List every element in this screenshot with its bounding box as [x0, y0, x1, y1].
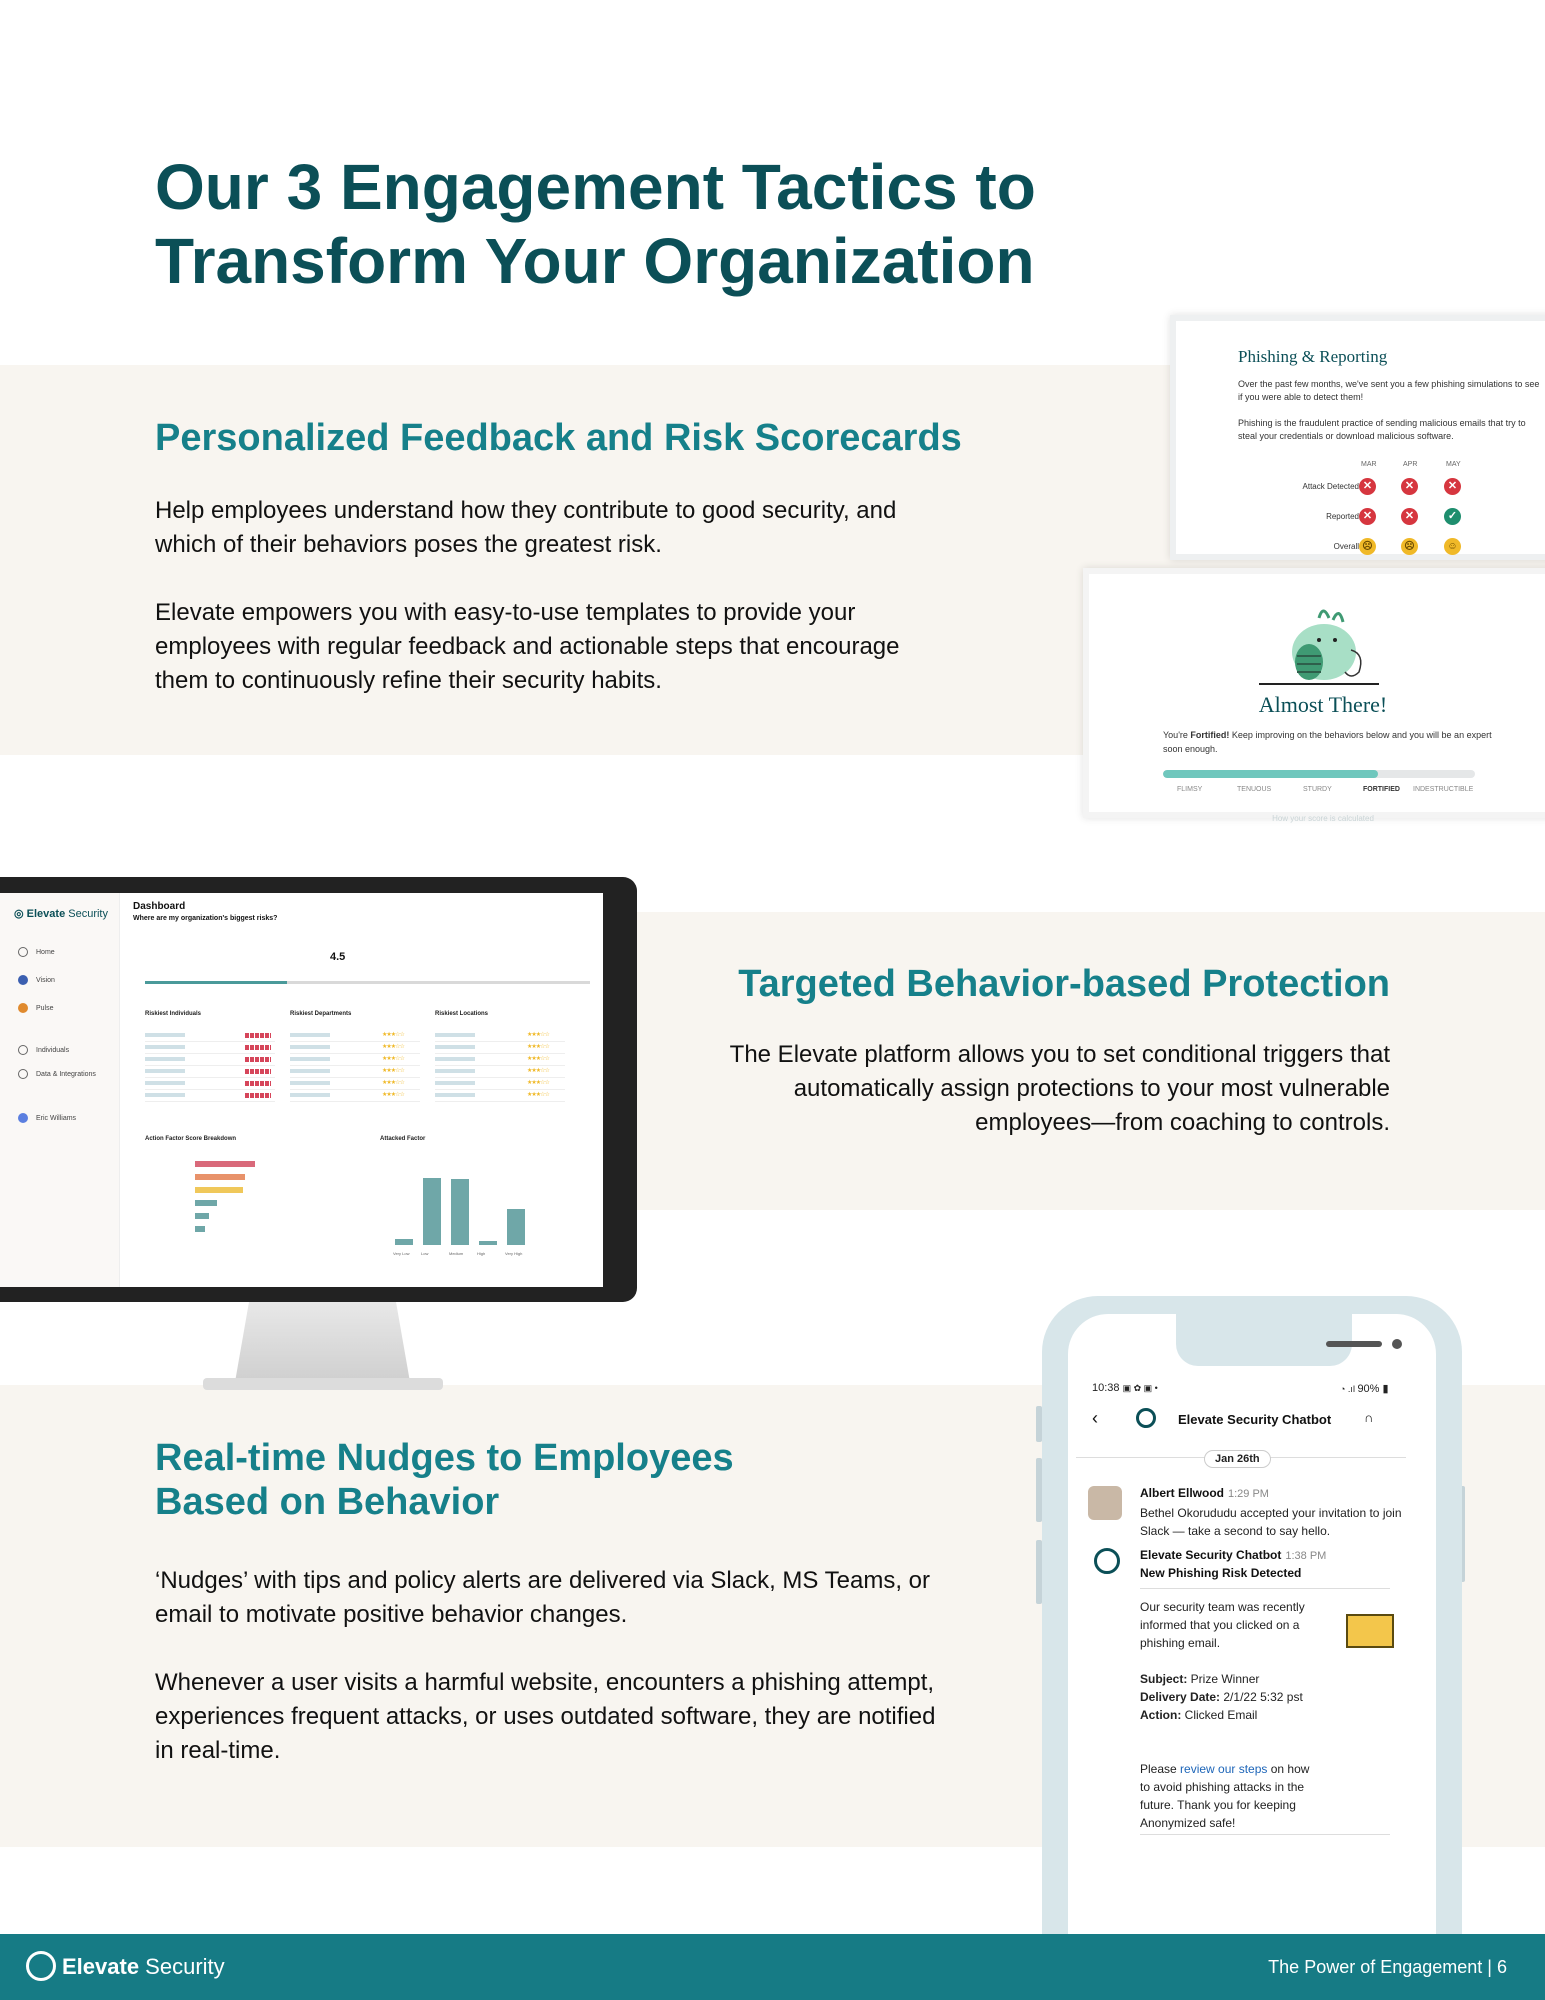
risk-score: 4.5 — [330, 951, 346, 963]
message-2-body: Our security team was recently informed that you clicked on a phishing email. — [1140, 1600, 1305, 1650]
message-2-subject: New Phishing Risk Detected — [1140, 1566, 1302, 1580]
star-rating: ★★★☆☆ — [382, 1080, 404, 1086]
attacked-factor-tick-label: Medium — [449, 1251, 464, 1256]
score-progress-fill — [1163, 770, 1378, 778]
attacked-factor-bar — [451, 1179, 469, 1245]
headphones-icon[interactable]: ∩ — [1364, 1410, 1374, 1425]
action-bar — [195, 1174, 245, 1180]
table-cell-placeholder — [435, 1045, 475, 1049]
phishing-card-title: Phishing & Reporting — [1238, 347, 1388, 366]
star-rating: ★★★☆☆ — [527, 1092, 549, 1098]
riskiest-departments-heading: Riskiest Departments — [290, 1011, 352, 1017]
table-row — [290, 1101, 420, 1102]
table-row — [290, 1089, 420, 1090]
star-rating: ★★★☆☆ — [382, 1056, 404, 1062]
page-title: Our 3 Engagement Tactics to Transform Your Organization — [155, 151, 1036, 297]
action-bar — [195, 1161, 255, 1167]
table-cell-placeholder — [435, 1057, 475, 1061]
level-indestructible: INDESTRUCTIBLE — [1413, 786, 1474, 793]
table-row — [435, 1065, 565, 1066]
attacked-factor-tick-label: Very High — [505, 1251, 523, 1256]
table-row — [435, 1041, 565, 1042]
nav-individuals[interactable]: Individuals — [18, 1045, 69, 1055]
riskiest-locations-heading: Riskiest Locations — [435, 1011, 489, 1017]
row-label-reported: Reported — [1326, 512, 1359, 521]
fail-icon: ✕ — [1359, 478, 1376, 495]
status-battery: ◔ .ıl 90% ▮ — [1340, 1383, 1389, 1395]
star-rating: ★★★☆☆ — [527, 1032, 549, 1038]
section-3-paragraph-2: Whenever a user visits a harmful website, encounters a phishing attempt, experiences frequent attacks, or uses outdated software, they are notified in real-time. — [155, 1669, 936, 1764]
table-cell-placeholder — [145, 1093, 185, 1097]
message-2-details: Subject: Prize Winner Delivery Date: 2/1/22 5:32 pst Action: Clicked Email — [1140, 1672, 1303, 1722]
sad-face-icon: ☹ — [1359, 538, 1376, 555]
table-cell-placeholder — [145, 1057, 185, 1061]
level-fortified: FORTIFIED — [1363, 786, 1400, 793]
month-may: MAY — [1446, 461, 1461, 468]
message-1-text: Bethel Okorududu accepted your invitation to join Slack — take a second to say hello. — [1140, 1506, 1402, 1538]
table-cell-placeholder — [290, 1093, 330, 1097]
dashboard-title: Dashboard — [133, 901, 186, 912]
score-calculation-link[interactable]: How your score is calculated — [1272, 814, 1374, 823]
chatbot-logo-icon — [1136, 1408, 1156, 1428]
table-cell-placeholder — [290, 1069, 330, 1073]
nav-data-integrations[interactable]: Data & Integrations — [18, 1069, 96, 1079]
table-row — [145, 1077, 275, 1078]
table-cell-placeholder — [435, 1069, 475, 1073]
star-rating: ★★★☆☆ — [382, 1092, 404, 1098]
sad-face-icon: ☹ — [1401, 538, 1418, 555]
table-cell-placeholder — [145, 1045, 185, 1049]
nav-vision[interactable]: Vision — [18, 975, 55, 985]
section-2-paragraph-1: The Elevate platform allows you to set conditional triggers that automatically assign protections to your most vulnerable employees—from coaching to controls. — [729, 1041, 1390, 1136]
person-icon — [18, 1045, 28, 1055]
section-2-heading: Targeted Behavior-based Protection — [738, 963, 1390, 1005]
section-3-heading: Real-time Nudges to Employees Based on Behavior — [155, 1437, 734, 1523]
star-rating: ★★★☆☆ — [527, 1056, 549, 1062]
dashboard-brand: ◎ Elevate Security — [14, 908, 108, 920]
table-cell-placeholder — [290, 1033, 330, 1037]
row-label-overall: Overall — [1333, 542, 1359, 551]
risk-score-bar — [145, 981, 590, 984]
fail-icon: ✕ — [1444, 478, 1461, 495]
star-rating: ★★★☆☆ — [527, 1044, 549, 1050]
vision-icon — [18, 975, 28, 985]
attacked-factor-bar — [395, 1239, 413, 1245]
fail-icon: ✕ — [1359, 508, 1376, 525]
mascot-illustration — [1249, 600, 1389, 690]
footer-brand: Elevate Security — [62, 1954, 225, 1979]
dashboard-sidebar — [0, 893, 120, 1287]
table-cell-placeholder — [145, 1069, 185, 1073]
message-2-author: Elevate Security Chatbot 1:38 PM — [1140, 1548, 1327, 1562]
envelope-icon — [1346, 1614, 1394, 1648]
action-bar — [195, 1200, 217, 1206]
divider — [1140, 1834, 1390, 1835]
chat-title: Elevate Security Chatbot — [1178, 1412, 1332, 1427]
fail-icon: ✕ — [1401, 478, 1418, 495]
table-cell-placeholder — [290, 1057, 330, 1061]
riskiest-individuals-heading: Riskiest Individuals — [145, 1011, 202, 1017]
almost-there-title: Almost There! — [1258, 692, 1388, 717]
table-row — [435, 1089, 565, 1090]
monitor-frame — [0, 877, 637, 1302]
elevate-logo-icon — [26, 1951, 56, 1981]
attacked-factor-bar — [507, 1209, 525, 1245]
table-row — [290, 1065, 420, 1066]
check-icon: ✓ — [1444, 508, 1461, 525]
table-cell-placeholder — [145, 1033, 185, 1037]
phishing-report-card — [1170, 315, 1545, 560]
star-rating: ★★★☆☆ — [382, 1044, 404, 1050]
nav-user[interactable]: Eric Williams — [18, 1113, 76, 1123]
attacked-factor-bar — [423, 1178, 441, 1246]
chatbot-avatar-icon — [1094, 1548, 1120, 1574]
level-sturdy: STURDY — [1303, 786, 1332, 793]
status-time: 10:38 ▣ ✿ ▣ • — [1092, 1382, 1158, 1394]
section-1-paragraph-2: Elevate empowers you with easy-to-use templates to provide your employees with regular feedback and actionable steps that encourage them to continuously refine their security habits. — [155, 599, 900, 694]
monitor-base — [203, 1378, 443, 1390]
back-icon[interactable]: ‹ — [1092, 1408, 1098, 1428]
avatar — [18, 1113, 28, 1123]
star-rating: ★★★☆☆ — [382, 1032, 404, 1038]
score-progress-bar — [1163, 770, 1475, 778]
attacked-factor-tick-label: Very Low — [393, 1251, 410, 1256]
table-cell-placeholder — [435, 1081, 475, 1085]
action-factor-heading: Action Factor Score Breakdown — [145, 1136, 237, 1142]
dashboard-subtitle: Where are my organization's biggest risks? — [133, 915, 278, 922]
table-row — [290, 1053, 420, 1054]
action-bar — [195, 1213, 209, 1219]
table-row — [145, 1041, 275, 1042]
phone-frame — [1042, 1296, 1462, 2000]
page-footer-label: The Power of Engagement | 6 — [1268, 1957, 1507, 1977]
attacked-factor-bar — [479, 1241, 497, 1246]
date-divider: Jan 26th — [1204, 1450, 1271, 1468]
star-rating: ★★★☆☆ — [527, 1068, 549, 1074]
phishing-card-text-2: Phishing is the fraudulent practice of sending malicious emails that try to steal your credentials or download malicious software. — [1238, 418, 1526, 441]
section-1-heading: Personalized Feedback and Risk Scorecards — [155, 417, 962, 459]
risk-bars — [245, 1033, 271, 1038]
phone-notch — [1176, 1314, 1352, 1366]
star-rating: ★★★☆☆ — [527, 1080, 549, 1086]
table-cell-placeholder — [290, 1081, 330, 1085]
risk-score-fill — [145, 981, 287, 984]
attacked-factor-tick-label: Low — [421, 1251, 429, 1256]
attacked-factor-tick-label: High — [477, 1251, 486, 1256]
table-row — [145, 1065, 275, 1066]
table-cell-placeholder — [145, 1081, 185, 1085]
table-cell-placeholder — [290, 1045, 330, 1049]
monitor-stand — [235, 1302, 410, 1382]
nav-home[interactable]: Home — [18, 947, 55, 957]
almost-there-card — [1083, 568, 1545, 823]
layers-icon — [18, 1069, 28, 1079]
table-row — [435, 1053, 565, 1054]
risk-bars — [245, 1093, 271, 1098]
nav-pulse[interactable]: Pulse — [18, 1003, 54, 1013]
home-icon — [18, 947, 28, 957]
divider — [1140, 1588, 1390, 1589]
pulse-icon — [18, 1003, 28, 1013]
message-1-author: Albert Ellwood 1:29 PM — [1140, 1486, 1269, 1500]
table-row — [145, 1101, 275, 1102]
phishing-card-text-1: Over the past few months, we've sent you a few phishing simulations to see if you were able to detect them! — [1238, 379, 1540, 402]
table-cell-placeholder — [435, 1033, 475, 1037]
table-row — [290, 1041, 420, 1042]
month-mar: MAR — [1361, 461, 1377, 468]
slack-screen — [1068, 1314, 1436, 2000]
review-steps-link[interactable]: review our steps — [1180, 1762, 1268, 1776]
avatar — [1088, 1486, 1122, 1520]
section-3-paragraph-1: ‘Nudges’ with tips and policy alerts are delivered via Slack, MS Teams, or email to motivate positive behavior changes. — [155, 1567, 931, 1628]
section-1-paragraph-1: Help employees understand how they contribute to good security, and which of their behaviors poses the greatest risk. — [155, 497, 897, 558]
message-2-footer: Please review our steps on how to avoid phishing attacks in the future. Thank you for keeping Anonymized safe! — [1140, 1762, 1310, 1830]
table-cell-placeholder — [435, 1093, 475, 1097]
risk-bars — [245, 1045, 271, 1050]
table-row — [145, 1089, 275, 1090]
risk-bars — [245, 1057, 271, 1062]
neutral-face-icon: ☺ — [1444, 538, 1461, 555]
month-apr: APR — [1403, 461, 1418, 468]
level-flimsy: FLIMSY — [1177, 786, 1203, 793]
table-row — [435, 1101, 565, 1102]
risk-bars — [245, 1081, 271, 1086]
action-bar — [195, 1187, 243, 1193]
attacked-factor-heading: Attacked Factor — [380, 1136, 426, 1142]
star-rating: ★★★☆☆ — [382, 1068, 404, 1074]
footer — [0, 1934, 1545, 2000]
risk-bars — [245, 1069, 271, 1074]
almost-there-text: You're Fortified! Keep improving on the behaviors below and you will be an expert soon enough. — [1163, 730, 1492, 754]
dashboard-screen — [0, 893, 603, 1287]
table-row — [145, 1053, 275, 1054]
row-label-attack-detected: Attack Detected — [1302, 482, 1359, 491]
table-row — [435, 1077, 565, 1078]
table-row — [290, 1077, 420, 1078]
level-tenuous: TENUOUS — [1237, 786, 1272, 793]
fail-icon: ✕ — [1401, 508, 1418, 525]
action-bar — [195, 1226, 205, 1232]
